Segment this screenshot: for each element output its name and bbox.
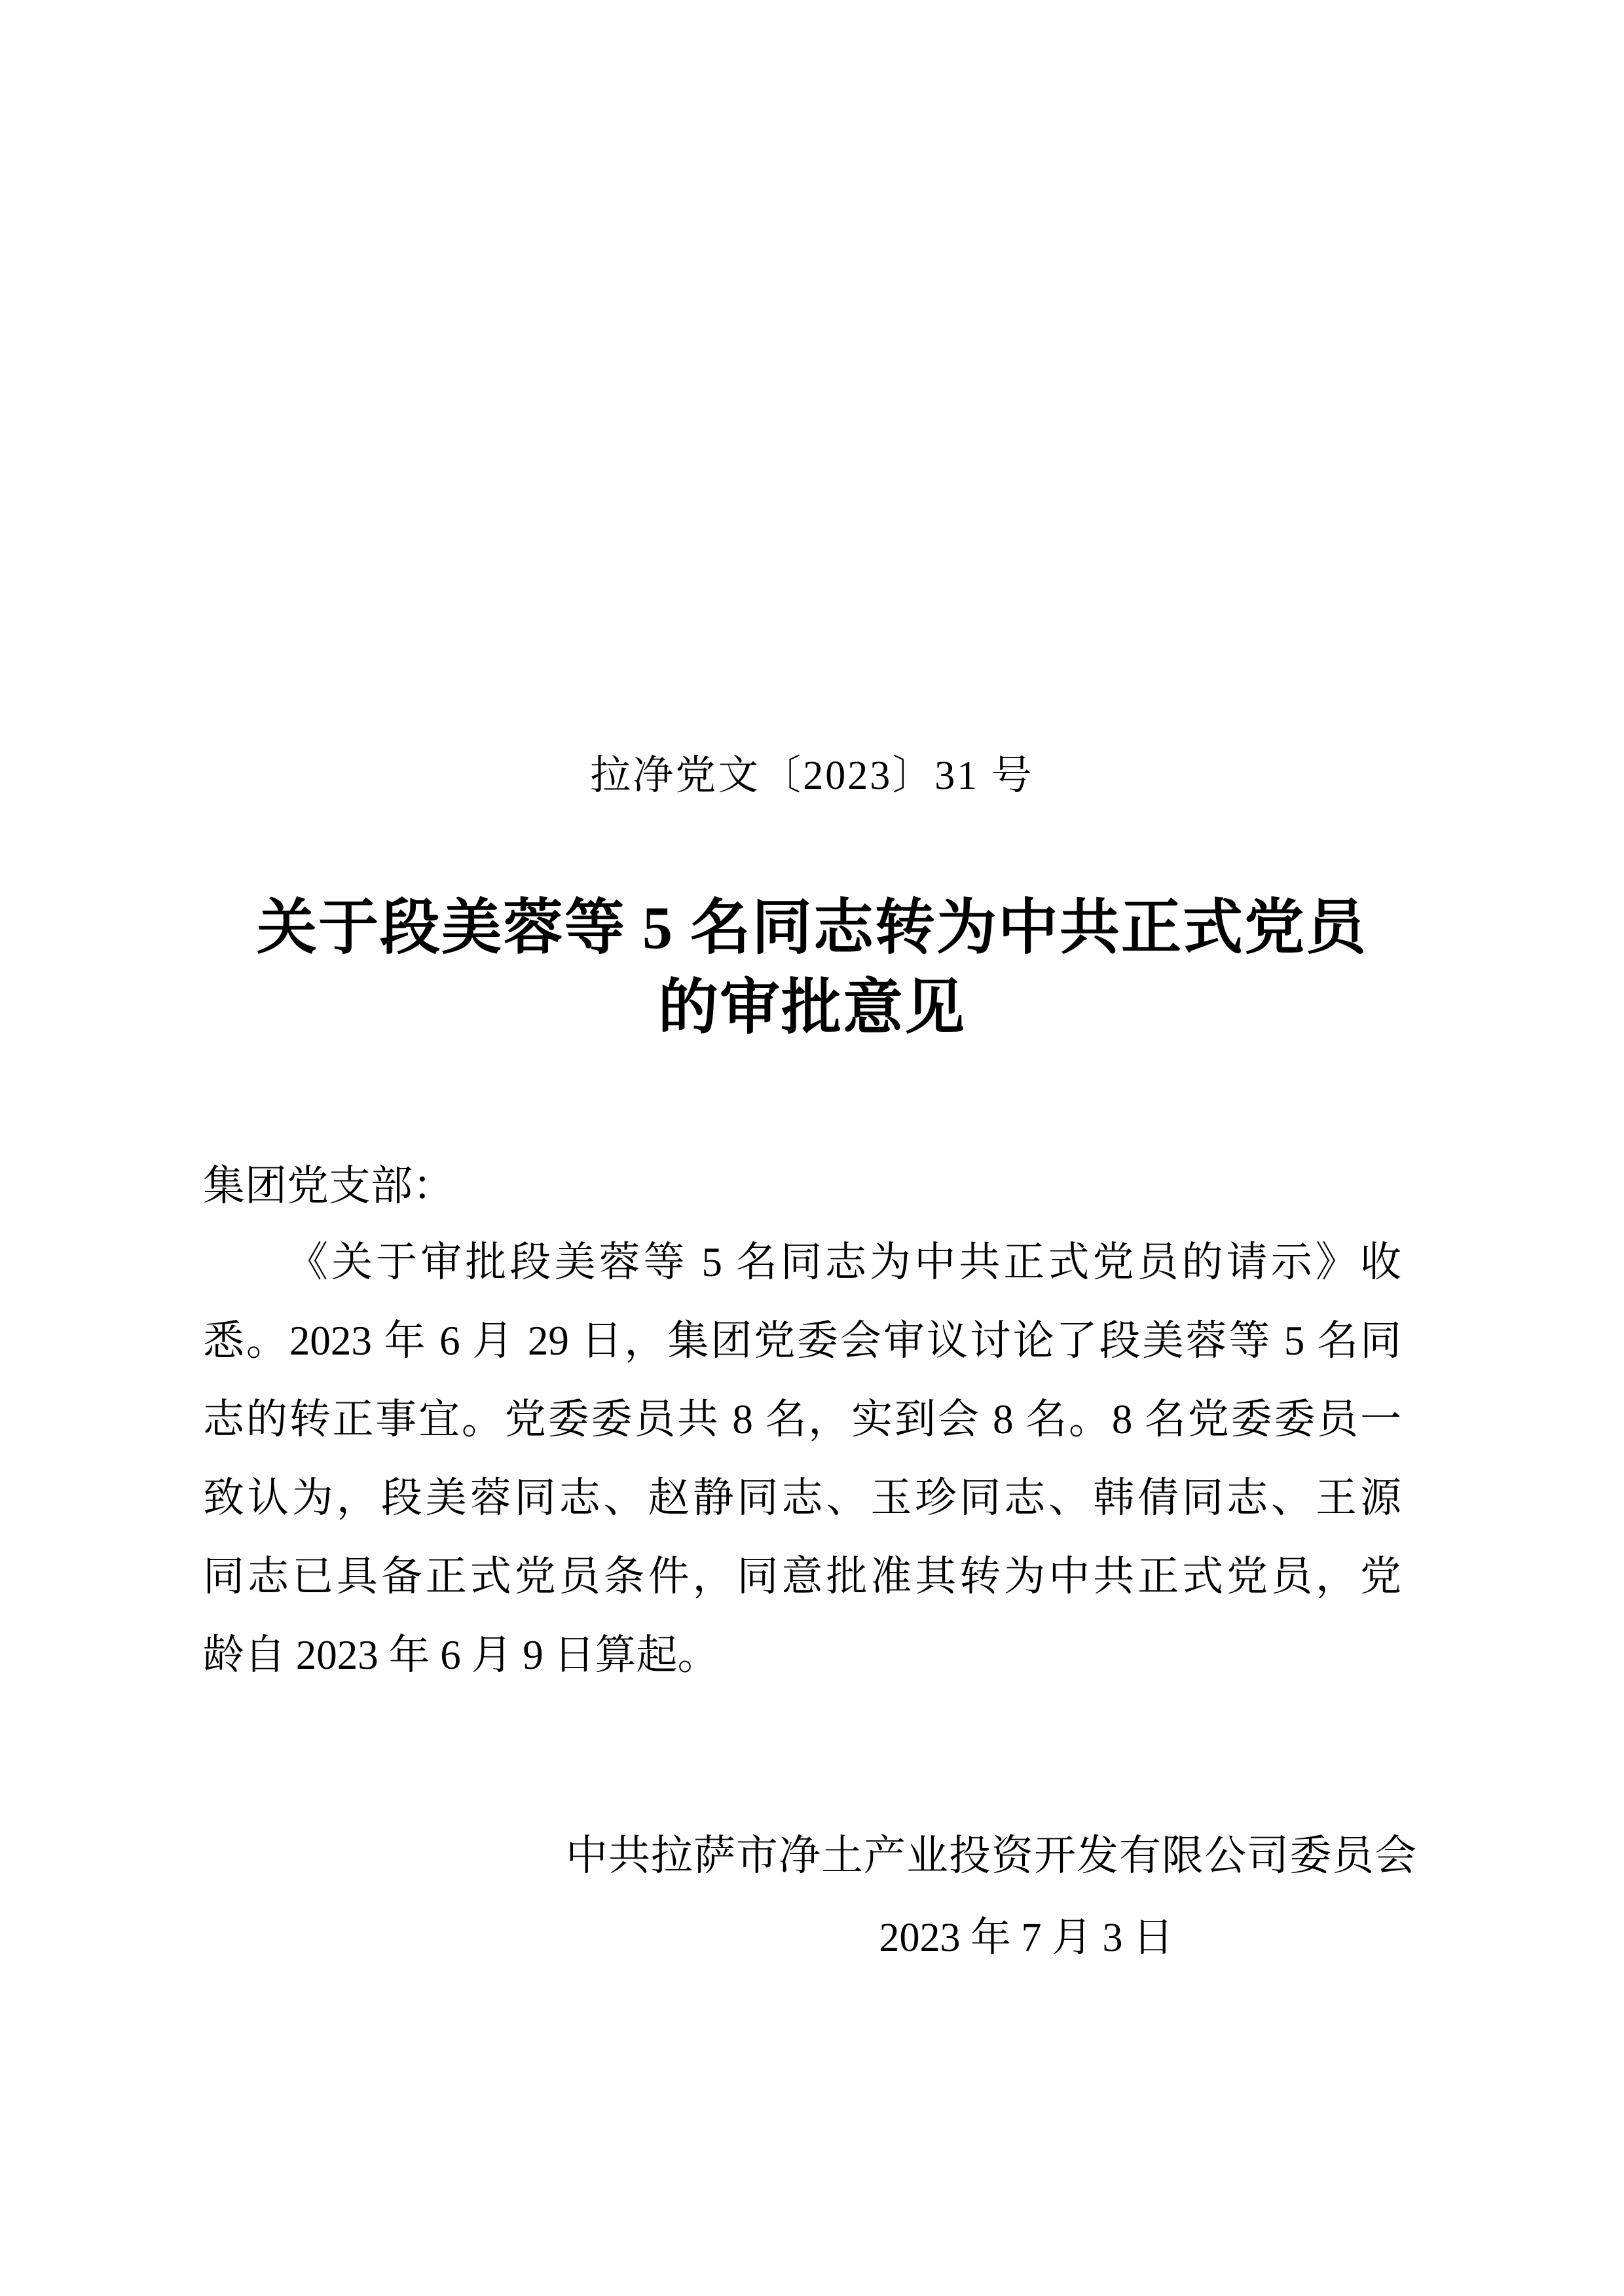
body-line-6: 龄自 2023 年 6 月 9 日算起。: [203, 1632, 719, 1678]
signature-date: 2023 年 7 月 3 日: [879, 1916, 1173, 1960]
body-line-2: 悉。2023 年 6 月 29 日，集团党委会审议讨论了段美蓉等 5 名同: [203, 1318, 1401, 1364]
document-title: [0, 888, 1624, 1048]
salutation: 集团党支部：: [203, 1163, 454, 1209]
document-title-line-2: 的审批意见: [657, 974, 966, 1041]
document-number: 拉净党文〔2023〕31 号: [590, 754, 1034, 798]
body-line-1: 《关于审批段美蓉等 5 名同志为中共正式党员的请示》收: [287, 1239, 1401, 1285]
body-line-5: 同志已具备正式党员条件，同意批准其转为中共正式党员，党: [203, 1554, 1401, 1599]
body-line-3: 志的转正事宜。党委委员共 8 名，实到会 8 名。8 名党委委员一: [203, 1396, 1401, 1442]
signature-committee: 中共拉萨市净土产业投资开发有限公司委员会: [566, 1832, 1417, 1879]
body-paragraph: [203, 1223, 1401, 1694]
body-line-4: 致认为，段美蓉同志、赵静同志、玉珍同志、韩倩同志、王源: [203, 1475, 1401, 1521]
document-title-line-1: 关于段美蓉等 5 名同志转为中共正式党员: [256, 894, 1367, 961]
